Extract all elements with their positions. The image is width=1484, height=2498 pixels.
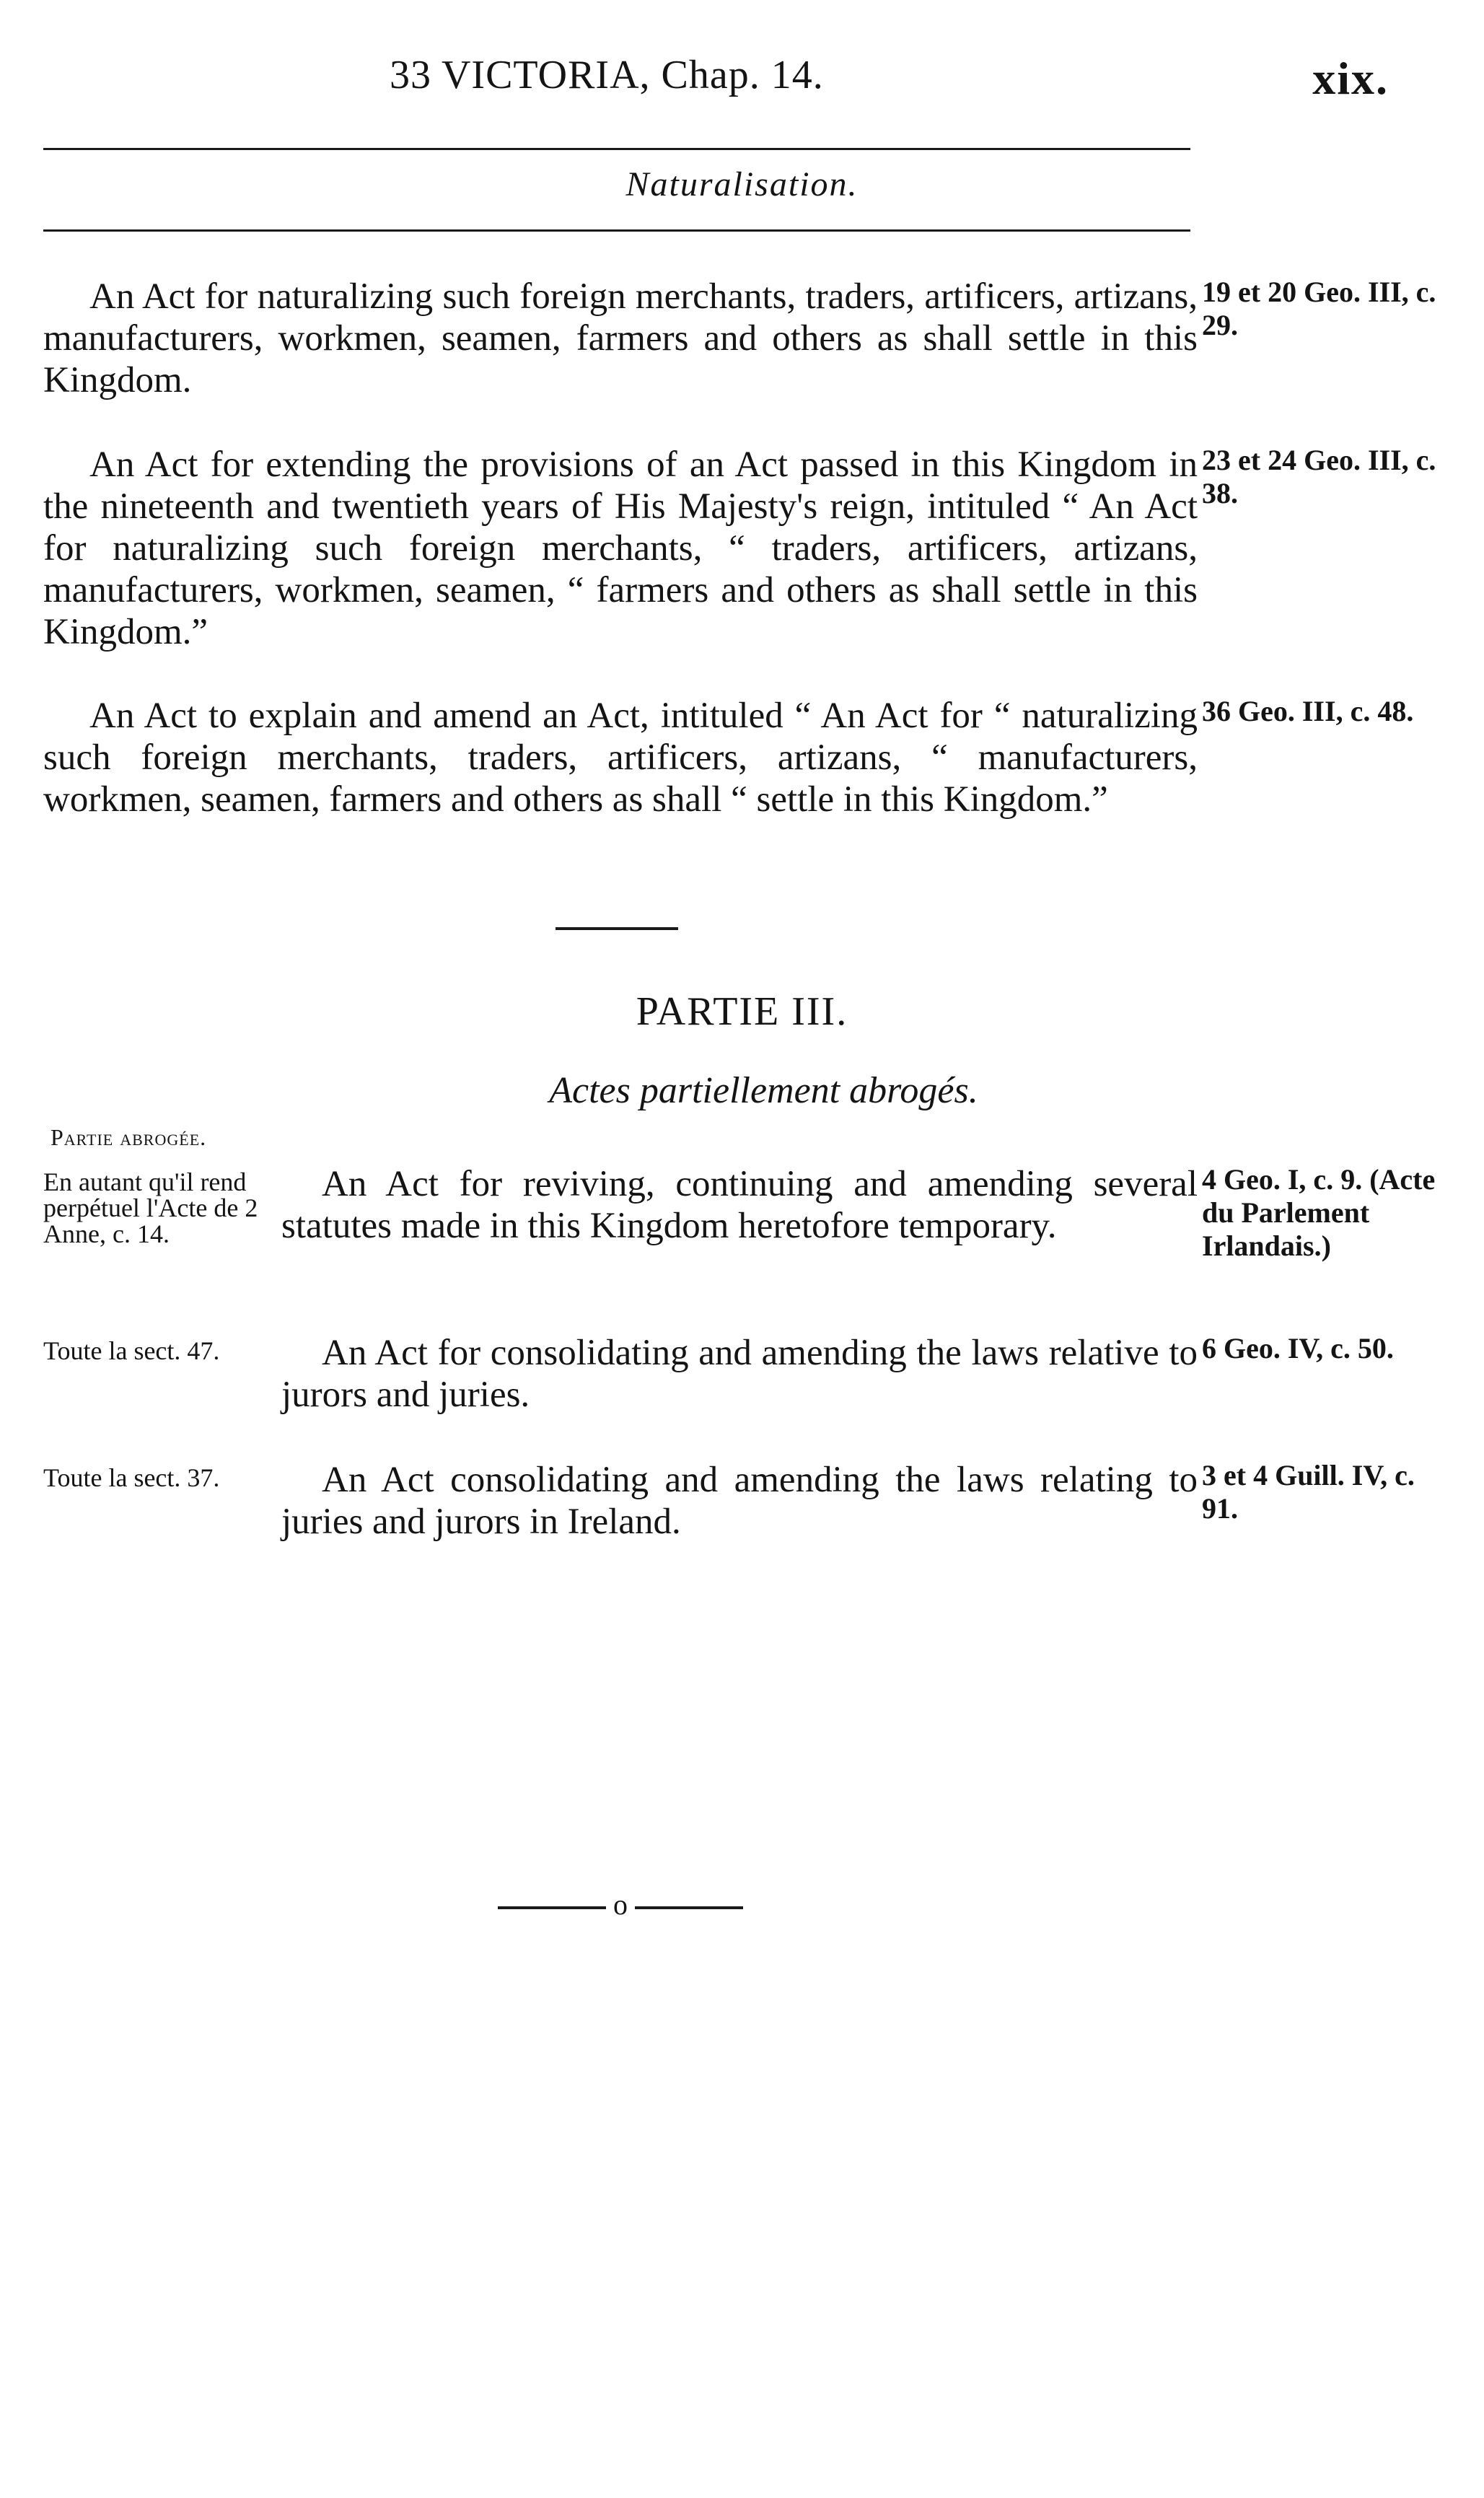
act-entry [43, 1163, 1457, 1262]
margin-note: En autant qu'il rend perpétuel l'Acte de 2 Anne, c. 14. [43, 1167, 258, 1248]
page-number: xix. [1312, 53, 1389, 104]
act-entry [43, 276, 1457, 401]
section-title: Naturalisation. [625, 165, 859, 203]
act-text: An Act consolidating and amending the laws relating to juries and jurors in Ireland. [281, 1460, 1198, 1542]
act-citation: 23 et 24 Geo. III, c. 38. [1202, 444, 1436, 509]
act-entry [43, 1332, 1457, 1416]
act-text: An Act for naturalizing such foreign merchants, traders, artificers, artizans, manufacturers, workmen, seamen, farmers and others as shall settle in this Kingdom. [43, 276, 1198, 400]
act-citation: 6 Geo. IV, c. 50. [1202, 1332, 1394, 1364]
act-text: An Act for extending the provisions of an Act passed in this Kingdom in the nineteenth and twentieth years of His Majesty's reign, intituled “ An Act for naturalizing such foreign merchants, “ traders, artificers, artizans, manufacturers, workmen, seamen, “ farmers and others as shall settle in this Kingdom.” [43, 444, 1198, 652]
act-citation: 19 et 20 Geo. III, c. 29. [1202, 276, 1436, 341]
end-ornament-line-right [635, 1906, 743, 1909]
header-rule-bottom [43, 229, 1190, 232]
act-entry [43, 1459, 1457, 1543]
margin-note: Toute la sect. 47. [43, 1336, 220, 1365]
running-head-title: 33 VICTORIA, Chap. 14. [390, 53, 824, 97]
margin-note: Toute la sect. 37. [43, 1463, 220, 1492]
act-entry [43, 444, 1457, 653]
act-text: An Act for reviving, continuing and amending several statutes made in this Kingdom heretofore temporary. [281, 1164, 1198, 1246]
part-heading: PARTIE III. [636, 989, 848, 1034]
end-ornament-center: o [613, 1888, 628, 1921]
end-ornament [498, 1890, 758, 1919]
act-citation: 4 Geo. I, c. 9. (Acte du Parlement Irlandais.) [1202, 1163, 1436, 1262]
act-text: An Act to explain and amend an Act, intituled “ An Act for “ naturalizing such foreign merchants, traders, artificers, artizans, “ manufacturers, workmen, seamen, farmers and others as shall “ settle in this Kingdom.” [43, 696, 1198, 820]
margin-caption: Partie abrogée. [51, 1124, 207, 1150]
act-text: An Act for consolidating and amending the laws relative to jurors and juries. [281, 1333, 1198, 1415]
end-ornament-line-left [498, 1906, 606, 1909]
act-citation: 3 et 4 Guill. IV, c. 91. [1202, 1459, 1415, 1525]
part-subheading: Actes partiellement abrogés. [549, 1070, 978, 1111]
act-citation: 36 Geo. III, c. 48. [1202, 695, 1414, 727]
section-divider [556, 927, 678, 930]
act-entry [43, 695, 1457, 820]
running-head [0, 52, 1484, 110]
header-rule-top [43, 148, 1190, 150]
